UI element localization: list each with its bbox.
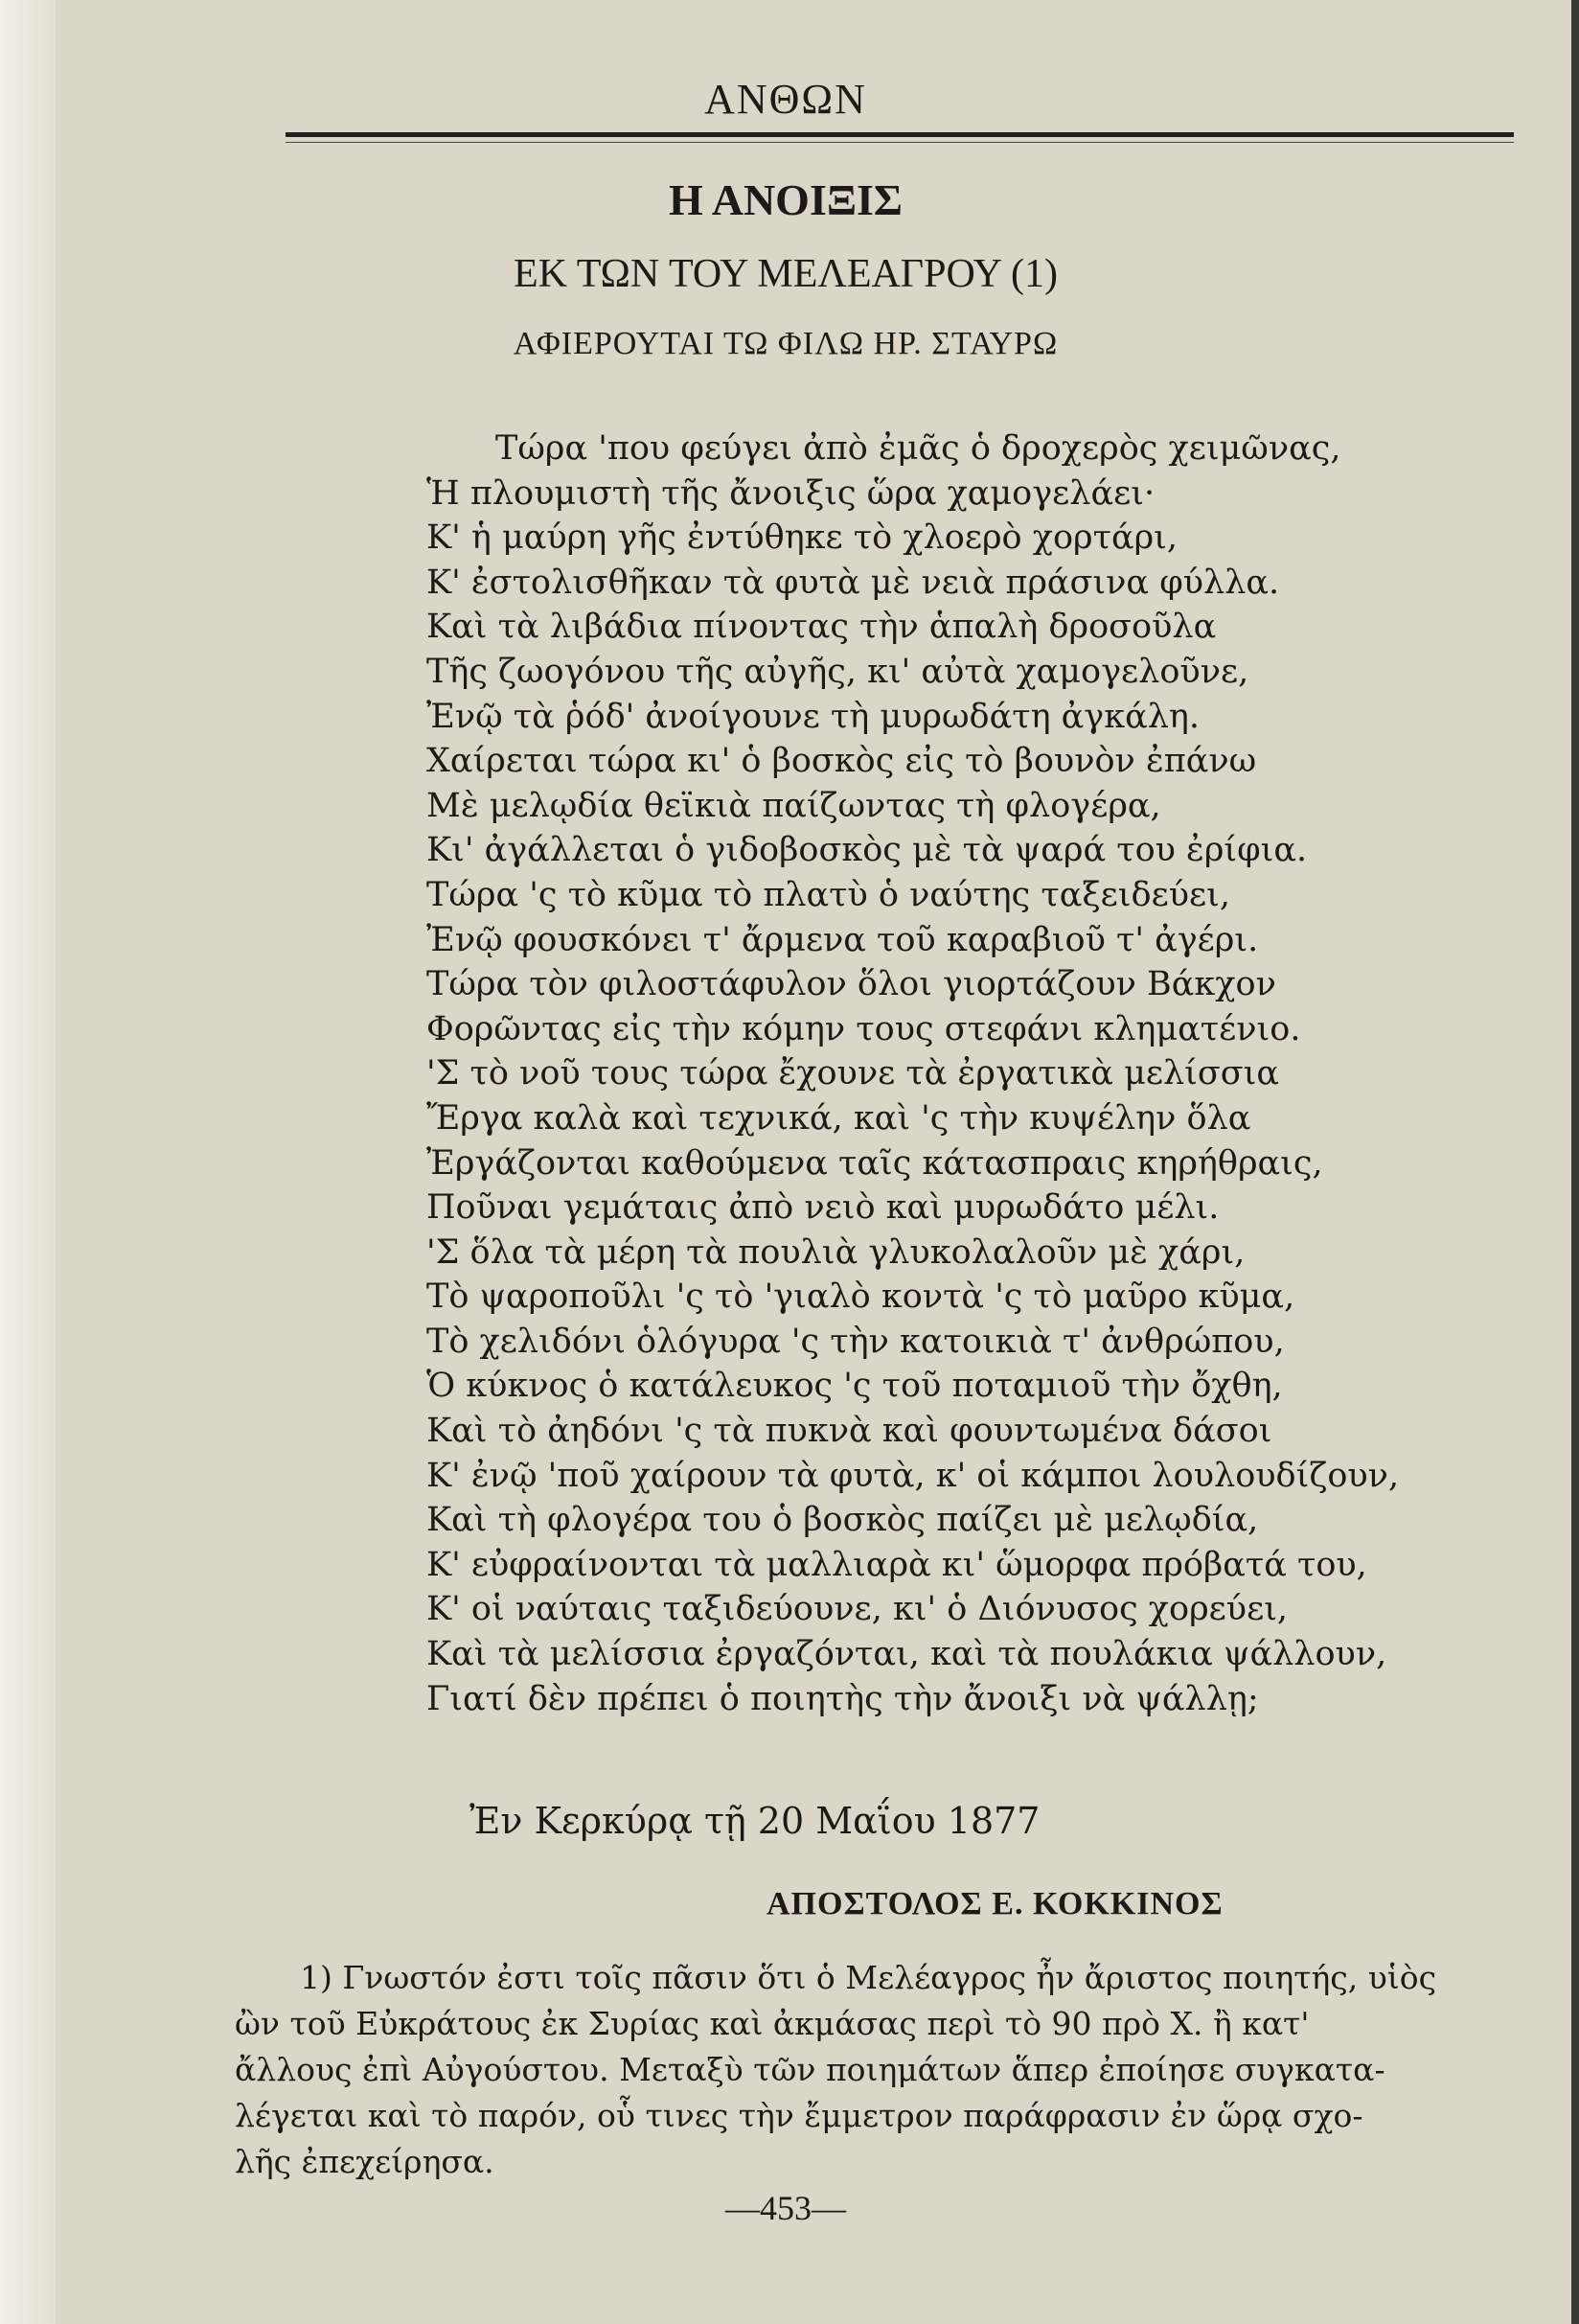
poem-line: Ἡ πλουμιστὴ τῆς ἄνοιξις ὥρα χαμογελάει·: [426, 473, 1156, 513]
poem-line: Τώρα 'που φεύγει ἀπὸ ἐμᾶς ὁ δροχερὸς χειμῶνας,: [495, 429, 1341, 468]
poem-line: 'Σ ὅλα τὰ μέρη τὰ πουλιὰ γλυκολαλοῦν μὲ χάρι,: [426, 1232, 1246, 1272]
header-rule-thin: [286, 142, 1514, 143]
footnote-line: ἄλλους ἐπὶ Αὐγούστου. Μεταξὺ τῶν ποιημάτων ἅπερ ἐποίησε συγκατα-: [235, 2051, 1385, 2088]
poem-line: Τώρα τὸν φιλοστάφυλον ὅλοι γιορτάζουν Βάκχον: [426, 965, 1276, 1004]
poem-line: Ἔργα καλὰ καὶ τεχνικά, καὶ 'ς τὴν κυψέλην ὅλα: [426, 1098, 1251, 1138]
poem-line: Κ' ἐστολισθῆκαν τὰ φυτὰ μὲ νειὰ πράσινα φύλλα.: [426, 563, 1280, 602]
header-rule: [286, 132, 1514, 137]
poem-line: Τὸ χελιδόνι ὁλόγυρα 'ς τὴν κατοικιὰ τ' ἀνθρώπου,: [426, 1322, 1285, 1361]
author-signature: ΑΠΟΣΤΟΛΟΣ Ε. ΚΟΚΚΙΝΟΣ: [767, 1886, 1224, 1921]
poem-body: [426, 426, 1413, 1721]
poem-line: Καὶ τὴ φλογέρα του ὁ βοσκὸς παίζει μὲ μελῳδία,: [426, 1501, 1259, 1540]
poem-title: Η ΑΝΟΙΞΙΣ: [669, 175, 903, 224]
footnote-line: λέγεται καὶ τὸ παρόν, οὗ τινες τὴν ἔμμετρον παράφρασιν ἐν ὥρᾳ σχο-: [235, 2097, 1363, 2134]
poem-line: Φορῶντας εἰς τὴν κόμην τους στεφάνι κληματένιο.: [426, 1009, 1301, 1048]
poem-line: Κ' εὐφραίνονται τὰ μαλλιαρὰ κι' ὥμορφα πρόβατά του,: [426, 1545, 1367, 1584]
poem-line: Ἐνῷ τὰ ῥόδ' ἀνοίγουνε τὴ μυρωδάτη ἀγκάλη.: [426, 697, 1200, 736]
poem-line: Ἐνῷ φουσκόνει τ' ἄρμενα τοῦ καραβιοῦ τ' ἀγέρι.: [426, 920, 1259, 959]
poem-line: 'Σ τὸ νοῦ τους τώρα ἔχουνε τὰ ἐργατικὰ μελίσσια: [426, 1054, 1280, 1093]
place-and-date: Ἐν Κερκύρᾳ τῇ 20 Μαΐου 1877: [469, 1800, 1041, 1842]
footnote-line: λῆς ἐπεχείρησα.: [235, 2143, 494, 2180]
poem-line: Ὁ κύκνος ὁ κατάλευκος 'ς τοῦ ποταμιοῦ τὴν ὄχθη,: [426, 1367, 1283, 1406]
page-number: —453—: [725, 2189, 846, 2227]
poem-line: Τῆς ζωογόνου τῆς αὐγῆς, κι' αὐτὰ χαμογελοῦνε,: [426, 652, 1249, 691]
poem-line: Καὶ τὸ ἀηδόνι 'ς τὰ πυκνὰ καὶ φουντωμένα δάσοι: [426, 1412, 1272, 1451]
poem-line: Χαίρεται τώρα κι' ὁ βοσκὸς εἰς τὸ βουνὸν ἐπάνω: [426, 742, 1257, 781]
footnote-line: ὢν τοῦ Εὐκράτους ἐκ Συρίας καὶ ἀκμάσας περὶ τὸ 90 πρὸ Χ. ἢ κατ': [235, 2005, 1310, 2042]
poem-line: Μὲ μελῳδία θεϊκιὰ παίζωντας τὴ φλογέρα,: [426, 786, 1161, 825]
running-header: ΑΝΘΩΝ: [704, 76, 867, 123]
poem-line: Καὶ τὰ λιβάδια πίνοντας τὴν ἁπαλὴ δροσοῦλα: [426, 608, 1217, 647]
poem-dedication: ΑΦΙΕΡΟΥΤΑΙ ΤΩ ΦΙΛΩ ΗΡ. ΣΤΑΥΡΩ: [513, 326, 1059, 361]
poem-line: Γιατί δὲν πρέπει ὁ ποιητὴς τὴν ἄνοιξι νὰ ψάλλῃ;: [426, 1679, 1259, 1718]
poem-line: Τὸ ψαροποῦλι 'ς τὸ 'γιαλὸ κοντὰ 'ς τὸ μαῦρο κῦμα,: [426, 1277, 1295, 1317]
poem-line: Ποῦναι γεμάταις ἀπὸ νειὸ καὶ μυρωδάτο μέλι.: [426, 1188, 1220, 1228]
poem-line: Κ' ἐνῷ 'ποῦ χαίρουν τὰ φυτὰ, κ' οἱ κάμποι λουλουδίζουν,: [426, 1456, 1400, 1495]
footnote-line: 1) Γνωστόν ἐστι τοῖς πᾶσιν ὅτι ὁ Μελέαγρος ἦν ἄριστος ποιητής, υἱὸς: [300, 1959, 1437, 1996]
poem-line: Καὶ τὰ μελίσσια ἐργαζόνται, καὶ τὰ πουλάκια ψάλλουν,: [426, 1635, 1387, 1674]
poem-line: Κ' οἱ ναύταις ταξιδεύουνε, κι' ὁ Διόνυσος χορεύει,: [426, 1590, 1289, 1629]
footnote: [235, 1955, 1480, 2185]
poem-line: Κ' ἡ μαύρη γῆς ἐντύθηκε τὸ χλοερὸ χορτάρι,: [426, 518, 1179, 558]
poem-subtitle: ΕΚ ΤΩΝ ΤΟΥ ΜΕΛΕΑΓΡΟΥ (1): [514, 252, 1058, 296]
poem-line: Ἐργάζονται καθούμενα ταῖς κάτασπραις κηρήθραις,: [426, 1143, 1323, 1183]
poem-line: Κι' ἀγάλλεται ὁ γιδοβοσκὸς μὲ τὰ ψαρά του ἐρίφια.: [426, 831, 1308, 870]
poem-line: Τώρα 'ς τὸ κῦμα τὸ πλατὺ ὁ ναύτης ταξειδεύει,: [426, 875, 1230, 914]
